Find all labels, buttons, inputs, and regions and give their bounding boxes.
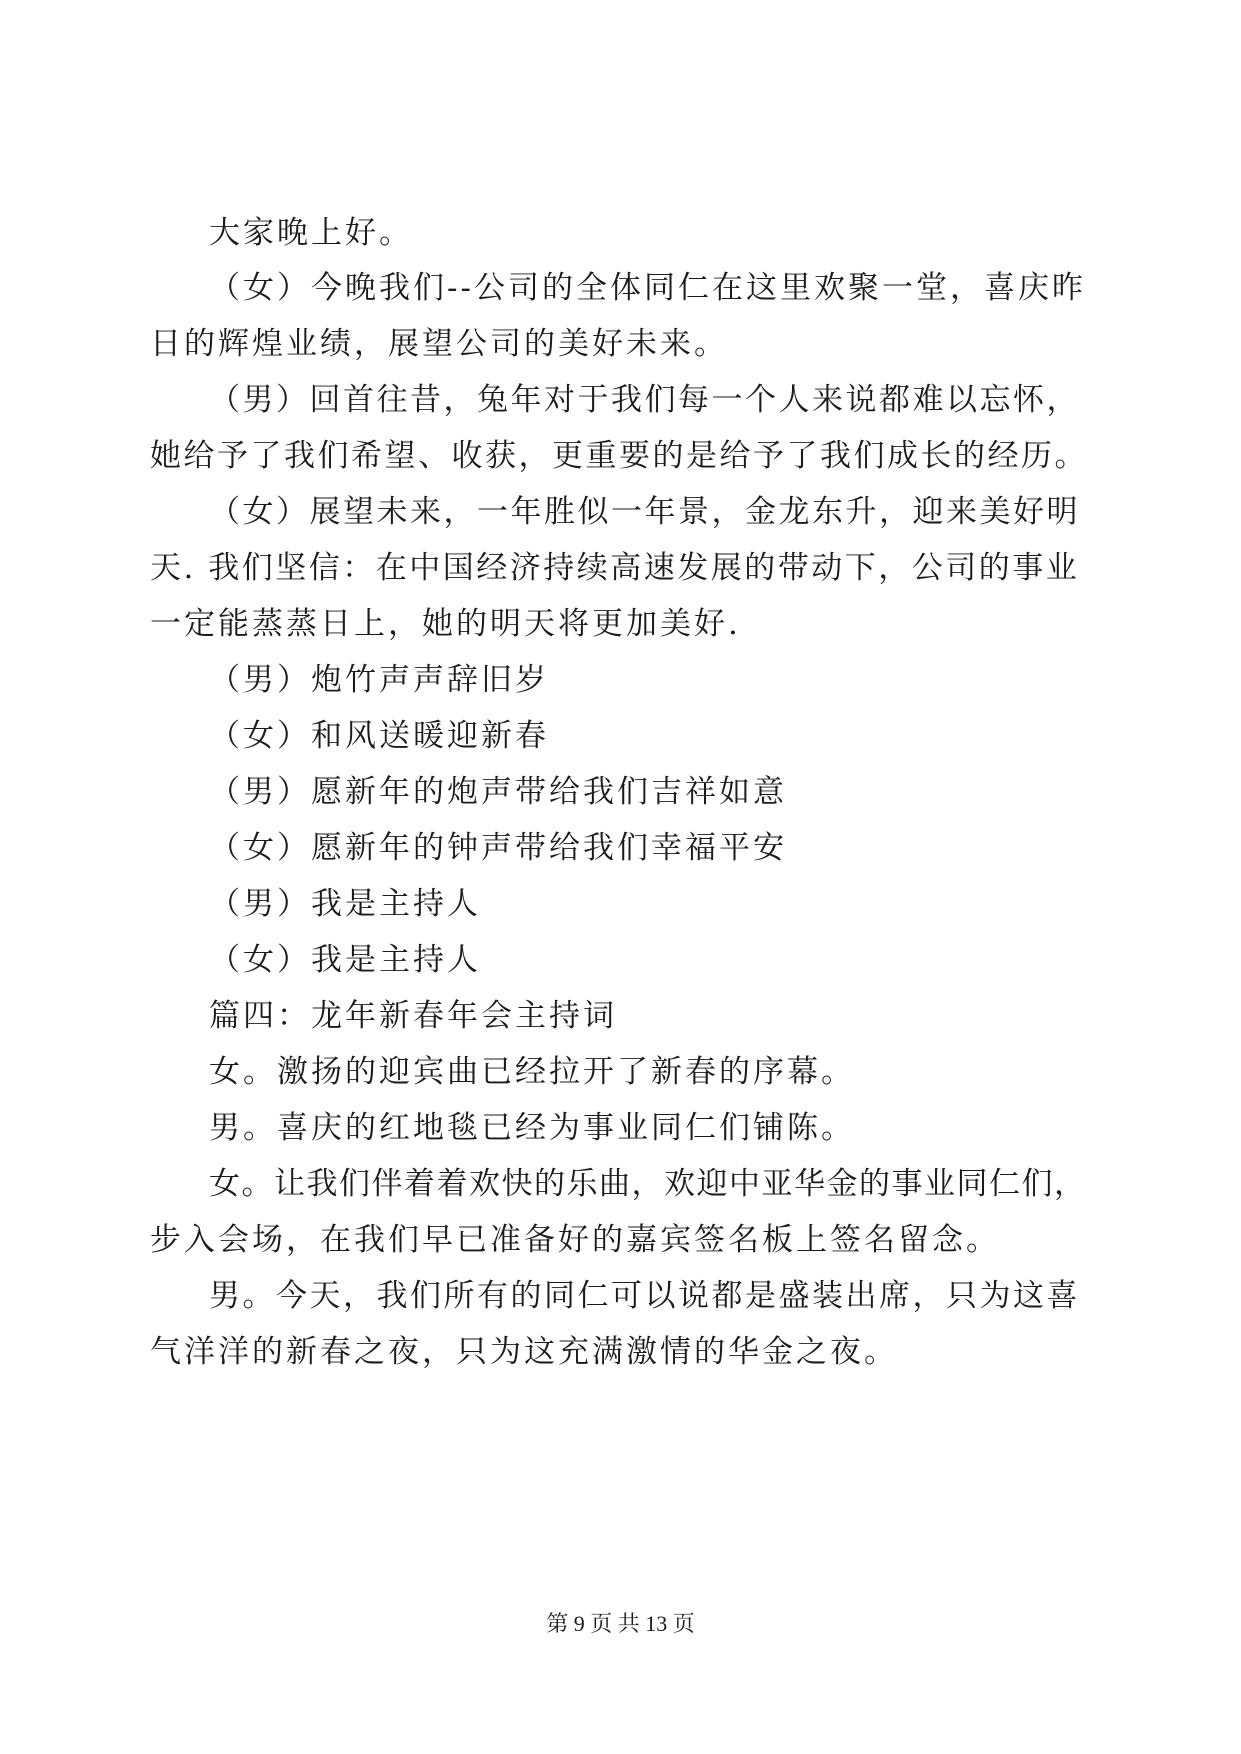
text-line: （男）愿新年的炮声带给我们吉祥如意 <box>209 774 787 810</box>
text-line: （女）我是主持人 <box>209 942 481 978</box>
text-line: 一定能蒸蒸日上，她的明天将更加美好. <box>150 606 741 642</box>
text-line: 天. 我们坚信：在中国经济持续高速发展的带动下，公司的事业 <box>150 550 1080 586</box>
text-line: 男。喜庆的红地毯已经为事业同仁们铺陈。 <box>209 1110 855 1146</box>
text-line: 大家晚上好。 <box>209 215 413 251</box>
text-line: 男。今天，我们所有的同仁可以说都是盛装出席，只为这喜 <box>209 1278 1080 1314</box>
text-line: （男）回首往昔，兔年对于我们每一个人来说都难以忘怀， <box>209 382 1080 418</box>
text-line: 她给予了我们希望、收获，更重要的是给予了我们成长的经历。 <box>150 438 1088 474</box>
text-line: （男）炮竹声声辞旧岁 <box>209 662 549 698</box>
text-line: （女）愿新年的钟声带给我们幸福平安 <box>209 830 787 866</box>
section-heading: 篇四：龙年新春年会主持词 <box>209 998 617 1034</box>
text-line: 女。激扬的迎宾曲已经拉开了新春的序幕。 <box>209 1054 855 1090</box>
text-line: 步入会场，在我们早已准备好的嘉宾签名板上签名留念。 <box>150 1222 1000 1258</box>
text-line: （女）今晚我们--公司的全体同仁在这里欢聚一堂，喜庆昨 <box>209 270 1086 306</box>
text-line: 日的辉煌业绩，展望公司的美好未来。 <box>150 326 728 362</box>
text-line: （女）展望未来，一年胜似一年景，金龙东升，迎来美好明 <box>209 494 1080 530</box>
text-line: 气洋洋的新春之夜，只为这充满激情的华金之夜。 <box>150 1334 898 1370</box>
text-line: （女）和风送暖迎新春 <box>209 718 549 754</box>
page-footer: 第 9 页 共 13 页 <box>546 1611 695 1636</box>
text-line: 女。让我们伴着着欢快的乐曲，欢迎中亚华金的事业同仁们， <box>209 1166 1087 1202</box>
text-line: （男）我是主持人 <box>209 886 481 922</box>
